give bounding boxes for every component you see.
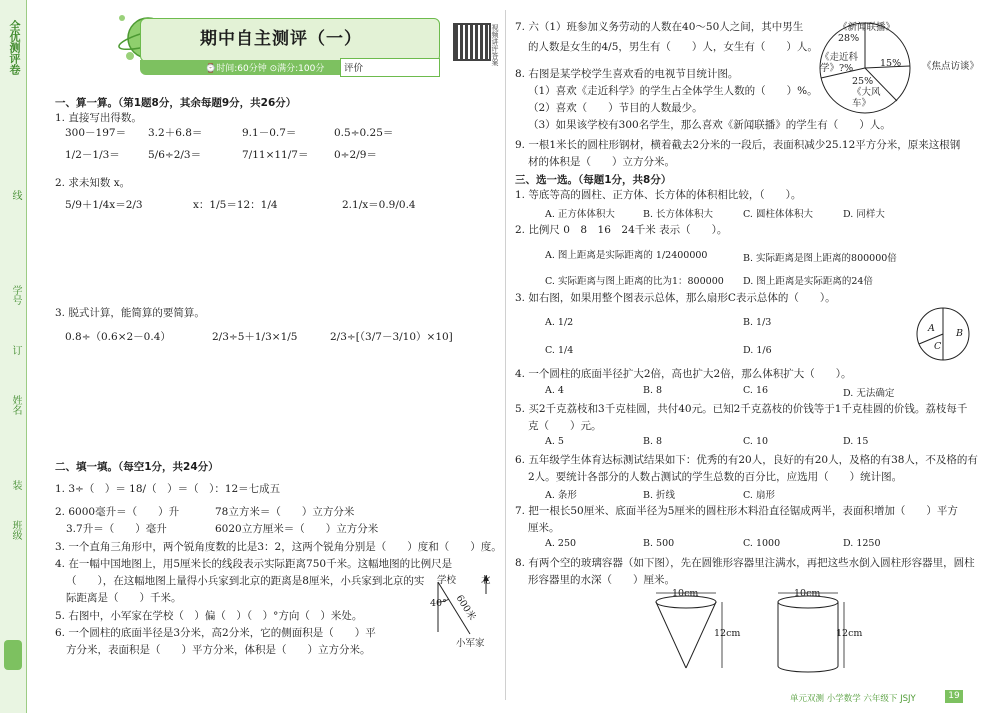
c6-question-b: 2人。要统计各部分的人数占测试的学生总数的百分比，应选用（ ）统计图。 — [528, 471, 903, 483]
c1-opt-b[interactable]: B. 长方体体积大 — [643, 209, 714, 220]
c3-question: 3. 如右图，如果用整个图表示总体，那么扇形C表示总体的（ ）。 — [515, 292, 836, 304]
s1-q1-item5: 1/2－1/3＝ — [65, 149, 120, 161]
s2-q2d: 6020立方厘米＝（ ）立方分米 — [215, 523, 379, 535]
s1-q3-item1: 0.8÷（0.6×2－0.4） — [65, 331, 171, 343]
c4-opt-c[interactable]: C. 16 — [743, 385, 769, 396]
s1-q1-item6: 5/6÷2/3＝ — [148, 149, 202, 161]
r-q7b: 的人数是女生的4/5，男生有（ ）人，女生有（ ）人。 — [528, 41, 818, 53]
s2-q2b: 78立方米＝（ ）立方分米 — [215, 506, 355, 518]
c7-opt-d[interactable]: D. 1250 — [843, 538, 881, 549]
pie-label-15: 15% — [880, 58, 902, 69]
c5-opt-b[interactable]: B. 8 — [643, 436, 663, 447]
c6-opt-a[interactable]: A. 条形 — [545, 490, 577, 501]
s1-q2-item3: 2.1/x＝0.9/0.4 — [342, 199, 416, 211]
map-home: 小军家 — [456, 638, 485, 649]
c3-opt-b[interactable]: B. 1/3 — [743, 317, 772, 328]
s2-q4b: （ ），在这幅地图上量得小兵家到北京的距离是8厘米，小兵家到北京的实 — [66, 575, 425, 587]
s2-q4c: 际距离是（ ）千米。 — [66, 592, 182, 604]
c1-opt-a[interactable]: A. 正方体体积大 — [545, 209, 615, 220]
c3-opt-a[interactable]: A. 1/2 — [545, 317, 574, 328]
score-label: ⊙满分:100分 — [269, 64, 325, 74]
cone-height: 12cm — [714, 628, 741, 639]
s1-q2-item1: 5/9＋1/4x＝2/3 — [65, 199, 143, 211]
cylinder-height: 12cm — [836, 628, 863, 639]
pie-label-windmill: 25%《大风车》 — [852, 76, 881, 109]
c5-question-a: 5. 买2千克荔枝和3千克桂圆，共付40元。已知2千克荔枝的价钱等于1千克桂圆的价钱。荔枝每千 — [515, 403, 968, 415]
pie-label-science: 《走近科学》?% — [820, 52, 859, 74]
c3-opt-c[interactable]: C. 1/4 — [545, 345, 574, 356]
c7-opt-a[interactable]: A. 250 — [545, 538, 577, 549]
section1-heading: 一、算一算。（第1题8分，其余每题9分，共26分） — [55, 97, 297, 109]
s2-q2a: 2. 6000毫升＝（ ）升 — [55, 506, 180, 518]
c5-opt-d[interactable]: D. 15 — [843, 436, 869, 447]
s1-q3: 3. 脱式计算，能简算的要简算。 — [55, 307, 205, 319]
sector-a-label: A — [928, 323, 935, 334]
s1-q1-item3: 9.1－0.7＝ — [242, 127, 297, 139]
s1-q1-item7: 7/11×11/7＝ — [242, 149, 309, 161]
s2-q4a: 4. 在一幅中国地图上，用5厘米长的线段表示实际距离750千米。这幅地图的比例尺是 — [55, 558, 453, 570]
r-q8b: （1）喜欢《走近科学》的学生占全体学生人数的（ ）%。 — [528, 85, 818, 97]
pie-label-news: 《新闻联播》28% — [838, 22, 896, 44]
class-label: 班级 — [10, 520, 21, 540]
brand-label: 全优测评卷 — [8, 20, 21, 75]
s1-q2: 2. 求未知数 x。 — [55, 177, 131, 189]
c2-opt-a[interactable]: A. 图上距离是实际距离的 1/2400000 — [545, 250, 708, 261]
map-angle: 40° — [430, 598, 447, 609]
c3-opt-d[interactable]: D. 1/6 — [743, 345, 772, 356]
s2-q6a: 6. 一个圆柱的底面半径是3分米，高2分米，它的侧面积是（ ）平 — [55, 627, 376, 639]
c7-question-b: 厘米。 — [528, 522, 560, 534]
brand-logo — [4, 640, 22, 670]
qr-code-icon[interactable] — [453, 23, 491, 61]
c5-question-b: 克（ ）元。 — [528, 420, 602, 432]
r-q8c: （2）喜欢（ ）节目的人数最少。 — [528, 102, 703, 114]
c6-opt-c[interactable]: C. 扇形 — [743, 490, 775, 501]
cut-line-mark-2: 订 — [10, 345, 21, 355]
sidebar-strip — [0, 0, 27, 713]
r-q7a: 7. 六（1）班参加义务劳动的人数在40～50人之间，其中男生 — [515, 21, 804, 33]
c6-opt-b[interactable]: B. 折线 — [643, 490, 676, 501]
s1-q3-item3: 2/3÷[（3/7－3/10）×10] — [330, 331, 453, 343]
c2-opt-d[interactable]: D. 图上距离是实际距离的24倍 — [743, 276, 873, 287]
time-label: ⌚时间:60分钟 — [205, 64, 267, 74]
c5-opt-a[interactable]: A. 5 — [545, 436, 564, 447]
c7-opt-b[interactable]: B. 500 — [643, 538, 675, 549]
r-q9a: 9. 一根1米长的圆柱形钢材，横着截去2分米的一段后，表面积减少25.12平方分米，原来这根钢 — [515, 139, 961, 151]
s2-q2c: 3.7升＝（ ）毫升 — [66, 523, 167, 535]
c5-opt-c[interactable]: C. 10 — [743, 436, 769, 447]
s1-q3-item2: 2/3÷5＋1/3×1/5 — [212, 331, 298, 343]
time-info — [205, 61, 324, 74]
c2-opt-c[interactable]: C. 实际距离与图上距离的比为1：800000 — [545, 276, 724, 287]
c1-opt-d[interactable]: D. 同样大 — [843, 209, 885, 220]
s1-q1-item1: 300－197＝ — [65, 127, 127, 139]
cylinder-diameter: 10cm — [794, 588, 821, 599]
page-divider — [505, 10, 506, 700]
s2-q1: 1. 3÷（ ）＝ 18/（ ）＝（ ）：12＝七成五 — [55, 483, 281, 495]
map-north: 北 — [481, 575, 491, 586]
s1-q1-item2: 3.2＋6.8＝ — [148, 127, 203, 139]
c7-opt-c[interactable]: C. 1000 — [743, 538, 781, 549]
s1-q1: 1. 直接写出得数。 — [55, 112, 142, 124]
sector-b-label: B — [956, 328, 963, 339]
s2-q5: 5. 右图中，小军家在学校（ ）偏（ ）（ ）°方向（ ）米处。 — [55, 610, 363, 622]
sector-c-label: C — [934, 341, 942, 352]
s2-q6b: 方分米，表面积是（ ）平方分米，体积是（ ）立方分米。 — [66, 644, 371, 656]
footer-text: 单元双测 小学数学 六年级下 JSJY — [790, 694, 916, 704]
page-number: 19 — [945, 690, 963, 703]
cut-line-mark-3: 装 — [10, 480, 21, 490]
c4-opt-a[interactable]: A. 4 — [545, 385, 564, 396]
r-q9b: 材的体积是（ ）立方分米。 — [528, 156, 675, 168]
cut-line-mark: 线 — [10, 190, 21, 200]
c2-opt-b[interactable]: B. 实际距离是图上距离的800000倍 — [743, 253, 897, 264]
c1-opt-c[interactable]: C. 圆柱体体积大 — [743, 209, 813, 220]
c8-question-b: 形容器里的水深（ ）厘米。 — [528, 574, 675, 586]
c4-opt-d[interactable]: D. 无法确定 — [843, 388, 895, 399]
c4-opt-b[interactable]: B. 8 — [643, 385, 663, 396]
qr-caption: 视频讲评答案 — [491, 24, 499, 66]
r-q8d: （3）如果该学校有300名学生，那么喜欢《新闻联播》的学生有（ ）人。 — [528, 119, 891, 131]
section3-heading: 三、选一选。（每题1分，共8分） — [515, 174, 672, 186]
c7-question-a: 7. 把一根长50厘米、底面半径为5厘米的圆柱形木料沿直径锯成两半，表面积增加（ ）平方 — [515, 505, 958, 517]
c2-question: 2. 比例尺 0 8 16 24千米 表示（ ）。 — [515, 224, 728, 236]
s1-q2-item2: x：1/5＝12：1/4 — [193, 199, 278, 211]
map-distance: 600米 — [453, 593, 478, 623]
s2-q3: 3. 一个直角三角形中，两个锐角度数的比是3：2，这两个锐角分别是（ ）度和（ ）度。 — [55, 541, 502, 553]
c8-question-a: 8. 有两个空的玻璃容器（如下图），先在圆锥形容器里注满水，再把这些水倒入圆柱形容器里，圆柱 — [515, 557, 975, 569]
pie-label-focus: 《焦点访谈》 — [922, 61, 980, 72]
section2-heading: 二、填一填。（每空1分，共24分） — [55, 461, 219, 473]
grade-label: 评价 — [344, 63, 364, 74]
student-id-label: 学号 — [10, 285, 21, 305]
c1-question: 1. 等底等高的圆柱、正方体、长方体的体积相比较，（ ）。 — [515, 189, 802, 201]
cone-diameter: 10cm — [672, 588, 699, 599]
c6-question-a: 6. 五年级学生体育达标测试结果如下：优秀的有20人，良好的有20人，及格的有38人，不及格的有 — [515, 454, 978, 466]
s1-q1-item8: 0÷2/9＝ — [334, 149, 377, 161]
page-title: 期中自主测评（一） — [200, 29, 362, 49]
s1-q1-item4: 0.5÷0.25＝ — [334, 127, 394, 139]
map-school: 学校 — [437, 575, 457, 586]
r-q8a: 8. 右图是某学校学生喜欢看的电视节目统计图。 — [515, 68, 739, 80]
name-label: 姓名 — [10, 395, 21, 415]
c4-question: 4. 一个圆柱的底面半径扩大2倍，高也扩大2倍，那么体积扩大（ ）。 — [515, 368, 852, 380]
